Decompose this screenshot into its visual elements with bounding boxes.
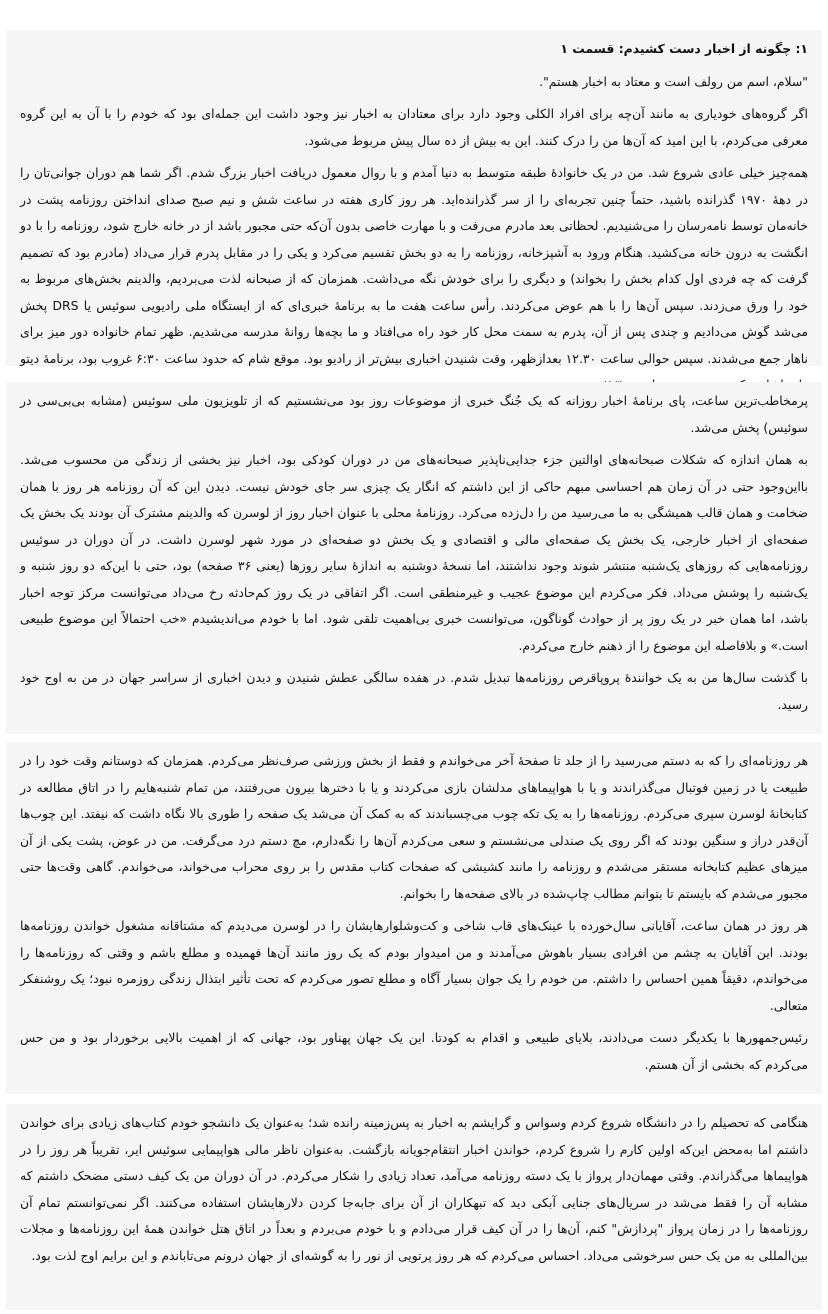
paragraph: پرمخاطب‌ترین ساعت، پای برنامهٔ اخبار روزانه که یک جُنگ خبری از موضوعات روز بود می‌نشستیم که از تلویزیون ملی سوئیس (مشابه بی‌بی‌سی در سوئیس) پخش می‌شد. bbox=[20, 393, 808, 435]
paragraph: رئیس‌جمهورها با یکدیگر دست می‌دادند، بلایای طبیعی و اقدام به کودتا. این یک جهان پهناور بود، جهانی که از اهمیت بالایی برخوردار بود و من حس می‌کردم که بخشی از آن هستم. bbox=[20, 1030, 808, 1072]
text-panel-3 bbox=[6, 742, 822, 1094]
paragraph: همه‌چیز خیلی عادی شروع شد. من در یک خانوادهٔ طبقه متوسط به دنیا آمدم و با روال معمول دریافت اخبار بزرگ شدم. اگر شما هم دوران جوانی‌تان را در دههٔ ۱۹۷۰ گذرانده باشید، حتماً چنین تجربه‌ای را از سر گذرانده‌اید. هر روز کاری هفته در ساعت شش و نیم صبح صدای انداختن روزنامه پشت در خانه‌مان توسط نامه‌رسان را می‌شنیدیم. لحظاتی بعد مادرم می‌رفت و با مهارت خاصی بدون آن‌که حتی مجبور باشد از در خانه خارج شود، روزنامه را با دو انگشت به درون خانه می‌کشید. هنگام ورود به آشپزخانه، روزنامه را به دو بخش تقسیم می‌کرد و یکی را در مقابل پدرم قرار می‌داد (مادرم بود که تصمیم گرفت که چه فردی اول کدام بخش را بخواند) و دیگری را برای خودش نگه می‌داشت. همزمان که از صبحانه لذت می‌بردیم، والدینم بخش‌های مربوط به خود را ورق می‌زدند. سپس آن‌ها را با هم عوض می‌کردند. رأس ساعت هفت ما به برنامهٔ خبری‌ای که از ایستگاه ملی رادیویی سوئیس یا DRS پخش می‌شد گوش می‌دادیم و چندی پس از آن، پدرم به سمت محل کار خود راه می‌افتاد و ما بچه‌ها روانهٔ مدرسه می‌شدیم. ظهر تمام خانواده دور میز برای ناهار جمع می‌شدند. سپس حوالی ساعت ۱۲.۳۰ بعدازظهر، وقت شنیدن اخباری بیش‌تر از رادیو بود. موقع شام که حدود ساعت ۶:۳۰ غروب بود، برنامهٔ دیتو bbox=[20, 165, 809, 366]
text-panel-1 bbox=[6, 30, 822, 366]
paragraph: هر روزنامه‌ای را که به دستم می‌رسید را از جلد تا صفحهٔ آخر می‌خواندم و فقط از بخش ورزشی صرف‌نظر می‌کردم. همزمان که دوستانم وقت خود را در طبیعت یا در زمین فوتبال می‌گذراندند و یا با هواپیماهای مدلشان بازی می‌کردند و یا با دخترها بیرون می‌رفتند، من تمام شنبه‌هایم را در اتاق مطالعه در کتابخانهٔ لوسرن سپری می‌کردم. روزنامه‌ها را به یک تکه چوب می‌چسباندند که به کمک آن می‌شد یک صفحه را طوری بالا نگاه داشت که نیفتد. این چوب‌ها آن‌قدر دراز و سنگین بودند که اگر روی یک صندلی می‌نشستم و سعی می‌کردم آن‌ها را نگه‌دارم، مچ دستم درد می‌گرفت. من در عوض، پشت یکی از آن میزهای عظیم کتابخانه مستقر می‌شدم و روزنامه را مانند کشیشی که صفحات کتاب مقدس را بر روی محراب می‌خواند، می‌خواندم. گاهی وقت‌ها حتی مجبور می‌شدم که بایستم تا بتوانم مطالب چاپ‌شده در بالای صفحه‌ها را بخوانم. bbox=[20, 753, 808, 901]
paragraph: به همان اندازه که شکلات صبحانه‌های اوالتین جزء جدایی‌ناپذیر صبحانه‌های من در دوران کودکی بود، اخبار نیز بخشی از زندگی من محسوب می‌شد. بااین‌وجود حتی در آن زمان هم احساسی مبهم حاکی از این داشتم که انگار یک چیزی سر جای خودش نیست. دیدن این که آن روزنامه هر روز با همان ضخامت و همان قالب همیشگی به ما می‌رسید من را دل‌زده می‌کرد. روزنامهٔ محلی با عنوان اخبار روز از لوسرن که والدینم مشترک آن بودند یک بخش یک صفحه‌ای از اخبار خارجی، یک بخش یک صفحه‌ای مالی و اقتصادی و یک بخش دو صفحه‌ای در مورد شهر لوسرن داشت. در آن دوران در سوئیس روزنامه‌هایی که روزهای یک‌شنبه منتشر شوند وجود نداشتند، اما نسخهٔ دوشنبه به اندازهٔ سایر روزها (یعنی ۳۶ صفحه) بود، حتی با این‌که دو روز شنبه و یک‌شنبه را پوشش می‌داد. فکر می‌کردم این موضوع عجیب و غیرمنطقی است. اگر اتفاقی در یک روز کم‌حادثه رخ می‌داد می‌توانست مرکز توجه اخبار باشد، اما همان خبر در یک روز پر از حوادث گوناگون، می‌توانست خبری بی‌اهمیت تلقی شود. اما با خودم می‌اندیشیدم «خب احتمالاً این موضوع طبیعی است.» و بلافاصله این موضوع را از ذهنم خارج می‌کردم. bbox=[20, 452, 808, 653]
paragraph: هنگامی که تحصیلم را در دانشگاه شروع کردم وسواس و گرایشم به اخبار به پس‌زمینه رانده شد؛ به‌عنوان یک دانشجو خودم کتاب‌های زیادی برای خواندن داشتم اما به‌محض این‌که اولین کارم را شروع کردم، خواندن اخبار انتقام‌جویانه بازگشت. به‌عنوان ناظر مالی هواپیمایی سوئیس ایر، تقریباً هر روز را در هواپیماها می‌گذراندم. وقتی مهمان‌دار پرواز با یک دسته روزنامه می‌آمد، تعداد زیادی را شکار می‌کردم. در آن دوران من یک کیف دستی مضحک داشتم که مشابه آن را فقط می‌شد در سریال‌های جنایی آبکی دید که تبهکاران از آن برای جابه‌جا کردن دلارهایشان استفاده می‌کنند. اگر نمی‌توانستم تمام آن روزنامه‌ها را در زمان پرواز "پردازش" کنم، آن‌ها را در آن کیف قرار می‌دادم و با خودم می‌بردم و بعداً در اتاق هتل خواندن همهٔ این روزنامه‌ها و مجلات بین‌المللی به من یک حس سرخوشی می‌داد. احساس می‌کردم که هر روز پرتویی از نور را به گوشه‌ای از جهان درونم می‌تاباندم و این برایم اوج لذت بود. bbox=[20, 1115, 808, 1263]
text-panel-4 bbox=[6, 1104, 822, 1310]
paragraph: با گذشت سال‌ها من به یک خوانندهٔ پروپاقرص روزنامه‌ها تبدیل شدم. در هفده سالگی عطش شنیدن و دیدن اخباری از سراسر جهان در من به اوج خود رسید. bbox=[20, 670, 808, 712]
paragraph: اگر گروه‌های خودیاری به مانند آن‌چه برای افراد الکلی وجود دارد برای معتادان به اخبار نیز وجود داشت این جمله‌ای بود که خودم را با آن به این گروه معرفی می‌کردم، با این امید که آن‌ها من را درک کنند. این به بیش از ده سال پیش مربوط می‌شود. bbox=[20, 106, 808, 148]
chapter-title: ۱: چگونه از اخبار دست کشیدم: قسمت ۱ bbox=[560, 41, 808, 56]
quote-paragraph: "سلام، اسم من رولف است و معتاد به اخبار هستم". bbox=[539, 73, 808, 89]
paragraph: هر روز در همان ساعت، آقایانی سال‌خورده با عینک‌های قاب شاخی و کت‌وشلوارهایشان را در لوسرن می‌دیدم که مشتاقانه مشغول خواندن روزنامه‌ها بودند. این آقایان به چشم من افرادی بسیار باهوش می‌آمدند و من امیدوار بودم که یک روز مانند آن‌ها فهمیده و مطلع باشم و وقتی که روزنامه‌ها را می‌خواندم، دقیقاً همین احساس را داشتم. من خودم را یک جوان بسیار آگاه و مطلع تصور می‌کردم که تحت تأثیر ابتذال زندگی روزمره نبود؛ یک روشنفکر متعالی. bbox=[20, 918, 808, 1013]
text-panel-2 bbox=[6, 382, 822, 734]
